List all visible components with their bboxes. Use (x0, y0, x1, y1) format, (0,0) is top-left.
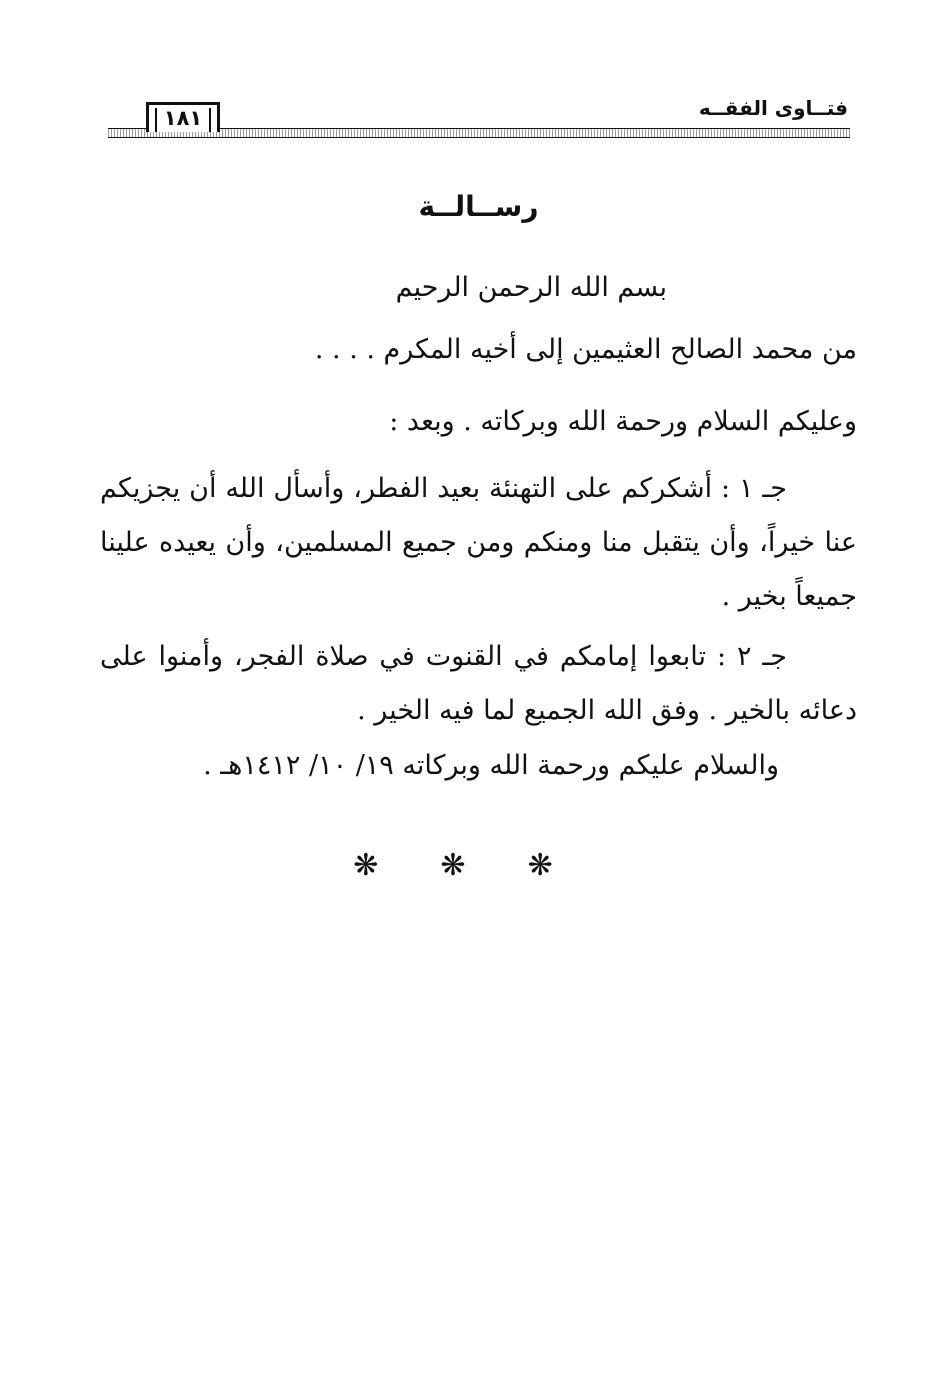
page-number-box (146, 102, 220, 132)
page-number: ١٨١ (163, 106, 203, 130)
closing-line: والسلام عليكم ورحمة الله وبركاته ١٩/ ١٠/ ١٤١٢هـ . (203, 750, 779, 781)
sender-line: من محمد الصالح العثيمين إلى أخيه المكرم . . . . (314, 334, 857, 365)
article-title: رســالــة (418, 190, 539, 223)
page-header (108, 92, 850, 142)
basmala: بسم الله الرحمن الرحيم (395, 272, 667, 303)
asterism-star-icon: ❋ (353, 848, 413, 883)
answer-paragraph-1 (100, 462, 857, 624)
running-title: فتــاوى الفقــه (698, 96, 848, 120)
answer-1-text: جـ ١ : أشكركم على التهنئة بعيد الفطر، وأسأل الله أن يجزيكم عنا خيراً، وأن يتقبل منا ومنكم ومن جميع المسلمين، وأن يعيده علينا جميعاً بخير . (100, 473, 857, 612)
answer-2-text: جـ ٢ : تابعوا إمامكم في القنوت في صلاة الفجر، وأمنوا على دعائه بالخير . وفق الله الجميع لما فيه الخير . (100, 641, 857, 726)
asterism-star-icon: ❋ (440, 848, 500, 883)
answer-paragraph-2 (100, 630, 857, 738)
asterism-star-icon: ❋ (527, 848, 587, 883)
greeting-line: وعليكم السلام ورحمة الله وبركاته . وبعد : (389, 406, 857, 437)
section-separator (0, 848, 940, 883)
